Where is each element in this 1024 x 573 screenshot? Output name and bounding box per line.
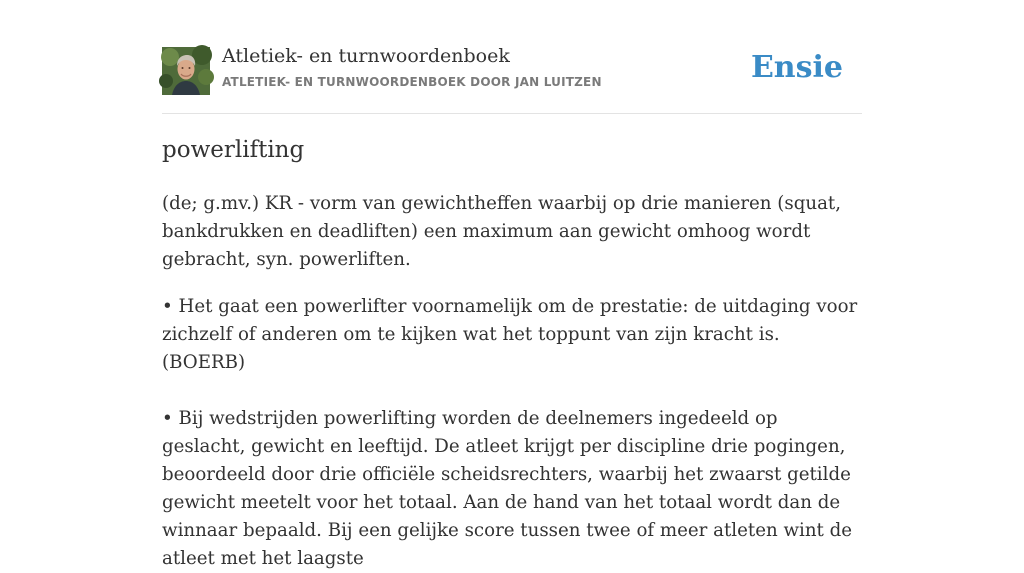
entry-example: • Bij wedstrijden powerlifting worden de deelnemers ingedeeld op geslacht, gewicht en leeftijd. De atleet krijgt per discipline drie pogingen, beoordeeld door drie officiële scheidsrechters, waarbij het zwaarst getilde gewicht meetelt voor het totaal. Aan de hand van het totaal wordt dan de winnaar bepaald. Bij een gelijke score tussen twee of meer atleten wint de atleet met het laagste	[162, 408, 853, 569]
dictionary-subtitle: ATLETIEK- EN TURNWOORDENBOEK DOOR JAN LUITZEN	[222, 75, 602, 89]
dictionary-title[interactable]: Atletiek- en turnwoordenboek	[222, 45, 510, 67]
entry-example: • Het gaat een powerlifter voornamelijk om de prestatie: de uitdaging voor zichzelf of anderen om te kijken wat het toppunt van zijn kracht is. (BOERB)	[162, 296, 858, 373]
entry-term: powerlifting	[162, 137, 305, 163]
author-avatar[interactable]	[162, 47, 210, 95]
avatar-image	[162, 47, 210, 95]
brand-logo-link[interactable]: Ensie	[750, 50, 843, 85]
content	[162, 0, 862, 569]
entry-definition: (de; g.mv.) KR - vorm van gewichtheffen waarbij op drie manieren (squat, bankdrukken en deadliften) een maximum aan gewicht omhoog wordt gebracht, syn. powerliften.	[162, 193, 842, 270]
header	[162, 0, 862, 114]
entry-body	[162, 190, 862, 573]
